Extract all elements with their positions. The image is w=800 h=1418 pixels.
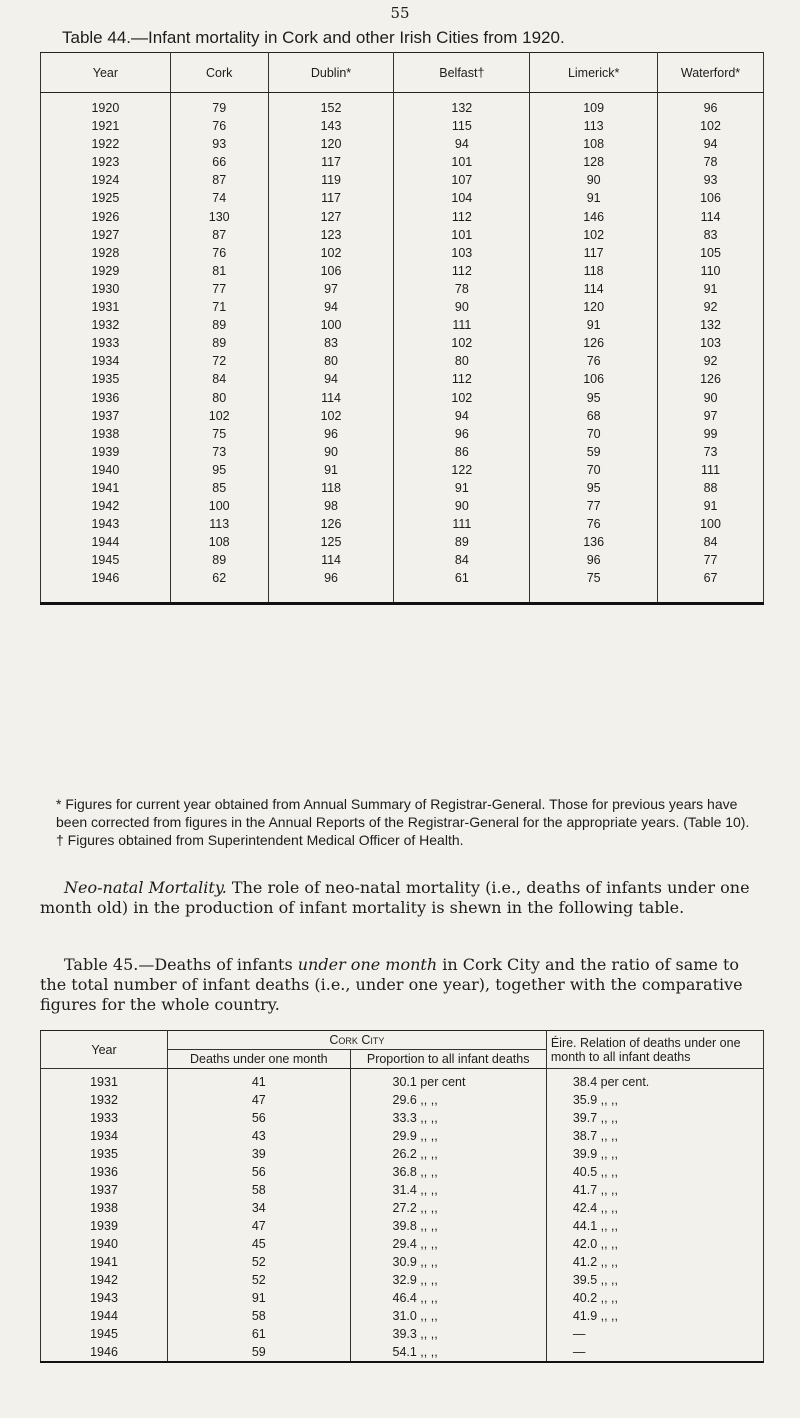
table-cell: 1939 — [41, 1217, 168, 1235]
table-cell: 95 — [170, 461, 268, 479]
table-cell: 111 — [658, 461, 764, 479]
table-cell: 77 — [530, 497, 658, 515]
table-cell: 90 — [394, 497, 530, 515]
table-cell: 84 — [394, 551, 530, 569]
table-cell: 79 — [170, 93, 268, 118]
header-year: Year — [41, 53, 171, 93]
header-dublin: Dublin* — [268, 53, 394, 93]
table-row — [41, 1069, 764, 1092]
table-row — [41, 461, 764, 479]
table-cell: 89 — [170, 334, 268, 352]
table-cell: 110 — [658, 262, 764, 280]
table-cell: 1932 — [41, 1091, 168, 1109]
table-cell: 66 — [170, 153, 268, 171]
table-cell: 102 — [170, 407, 268, 425]
table-row — [41, 425, 764, 443]
table-cell: 31.0 ,, ,, — [350, 1307, 546, 1325]
table-row — [41, 515, 764, 533]
table-cell: 35.9 ,, ,, — [546, 1091, 763, 1109]
table-cell: 52 — [168, 1271, 350, 1289]
table-cell: 1946 — [41, 569, 171, 603]
table-cell: 102 — [394, 334, 530, 352]
table-cell: 1939 — [41, 443, 171, 461]
table-cell: 83 — [268, 334, 394, 352]
table-45 — [40, 1030, 764, 1363]
table-cell: 1943 — [41, 515, 171, 533]
table-cell: 107 — [394, 171, 530, 189]
table-cell: 117 — [268, 189, 394, 207]
table-45-intro-after: in Cork City and the ratio of same to the total number of infant deaths (i.e., under one year), together with the comparative figures for the whole country. — [40, 955, 743, 1014]
table-cell: 41.7 ,, ,, — [546, 1181, 763, 1199]
table-cell: 102 — [658, 117, 764, 135]
table-cell: 84 — [170, 370, 268, 388]
table-45-intro — [40, 955, 764, 1015]
table-cell: 91 — [658, 497, 764, 515]
table-cell: 89 — [394, 533, 530, 551]
table-cell: 132 — [658, 316, 764, 334]
table-cell: 1930 — [41, 280, 171, 298]
table-row — [41, 1325, 764, 1343]
header-limerick: Limerick* — [530, 53, 658, 93]
table-row — [41, 1289, 764, 1307]
table-cell: 94 — [268, 298, 394, 316]
neo-natal-text: The role of neo-natal mortality (i.e., deaths of infants under one month old) in the production of infant mortality is shewn in the following table. — [40, 878, 750, 917]
table-row — [41, 352, 764, 370]
table-cell: 76 — [170, 117, 268, 135]
table-cell: 47 — [168, 1217, 350, 1235]
table-cell: 96 — [658, 93, 764, 118]
table-cell: 130 — [170, 208, 268, 226]
table-cell: 1921 — [41, 117, 171, 135]
table-cell: 96 — [268, 425, 394, 443]
footnotes — [40, 795, 764, 849]
table-cell: 67 — [658, 569, 764, 603]
table-row — [41, 1127, 764, 1145]
table-cell: 113 — [170, 515, 268, 533]
table-row — [41, 1181, 764, 1199]
table-cell: 76 — [530, 515, 658, 533]
table-cell: 40.5 ,, ,, — [546, 1163, 763, 1181]
table-cell: 1920 — [41, 93, 171, 118]
table-cell: 73 — [658, 443, 764, 461]
table-cell: 34 — [168, 1199, 350, 1217]
table-cell: 58 — [168, 1181, 350, 1199]
table-cell: 41.2 ,, ,, — [546, 1253, 763, 1271]
table-cell: 104 — [394, 189, 530, 207]
table-45-intro-before: Table 45.—Deaths of infants — [64, 955, 298, 974]
table-cell: 1945 — [41, 551, 171, 569]
footnote-dagger: † Figures obtained from Superintendent Medical Officer of Health. — [56, 832, 464, 848]
table-cell: 105 — [658, 244, 764, 262]
table-cell: 84 — [658, 533, 764, 551]
table-cell: 38.7 ,, ,, — [546, 1127, 763, 1145]
table-row — [41, 208, 764, 226]
table-row — [41, 443, 764, 461]
table-cell: 117 — [268, 153, 394, 171]
table-cell: 94 — [658, 135, 764, 153]
table-row — [41, 1271, 764, 1289]
page-number: 55 — [390, 4, 410, 22]
table-45-body — [41, 1069, 764, 1363]
table-cell: 1938 — [41, 1199, 168, 1217]
table-row — [41, 189, 764, 207]
table-cell: 75 — [170, 425, 268, 443]
table-cell: 97 — [658, 407, 764, 425]
table-cell: 89 — [170, 551, 268, 569]
table-cell: 100 — [170, 497, 268, 515]
table-cell: 80 — [268, 352, 394, 370]
table-cell: 1923 — [41, 153, 171, 171]
table-cell: 114 — [268, 551, 394, 569]
table-cell: 136 — [530, 533, 658, 551]
table-cell: 32.9 ,, ,, — [350, 1271, 546, 1289]
table-cell: 1931 — [41, 298, 171, 316]
table-cell: 72 — [170, 352, 268, 370]
table-cell: 119 — [268, 171, 394, 189]
table-cell: 43 — [168, 1127, 350, 1145]
table-cell: 1943 — [41, 1289, 168, 1307]
table-cell: 83 — [658, 226, 764, 244]
table-row — [41, 1163, 764, 1181]
table-cell: 87 — [170, 226, 268, 244]
table-cell: 102 — [394, 389, 530, 407]
table-cell: 27.2 ,, ,, — [350, 1199, 546, 1217]
table-cell: 112 — [394, 262, 530, 280]
table-row — [41, 153, 764, 171]
table-cell: 73 — [170, 443, 268, 461]
table-cell: 1922 — [41, 135, 171, 153]
table-cell: 41 — [168, 1069, 350, 1092]
table-cell: 71 — [170, 298, 268, 316]
table-cell: 1945 — [41, 1325, 168, 1343]
table-cell: 36.8 ,, ,, — [350, 1163, 546, 1181]
table-row — [41, 334, 764, 352]
table-cell: 102 — [268, 244, 394, 262]
table-cell: 152 — [268, 93, 394, 118]
table-cell: 126 — [658, 370, 764, 388]
table-cell: 1935 — [41, 370, 171, 388]
table-cell: 29.6 ,, ,, — [350, 1091, 546, 1109]
table-cell: 103 — [394, 244, 530, 262]
table-cell: 93 — [170, 135, 268, 153]
header-waterford: Waterford* — [658, 53, 764, 93]
table-cell: 1933 — [41, 334, 171, 352]
table-cell: 92 — [658, 352, 764, 370]
header-cork: Cork — [170, 53, 268, 93]
table-cell: 29.9 ,, ,, — [350, 1127, 546, 1145]
table-row — [41, 226, 764, 244]
table-44-body — [41, 93, 764, 604]
table-cell: 100 — [268, 316, 394, 334]
table-cell: 1940 — [41, 461, 171, 479]
table-cell: 106 — [530, 370, 658, 388]
table-row — [41, 1109, 764, 1127]
table-cell: 1926 — [41, 208, 171, 226]
table-cell: 88 — [658, 479, 764, 497]
table-row — [41, 370, 764, 388]
table-row — [41, 316, 764, 334]
table-cell: 41.9 ,, ,, — [546, 1307, 763, 1325]
table-45-intro-italic: under one month — [297, 955, 438, 974]
table-cell: 143 — [268, 117, 394, 135]
table-cell: 101 — [394, 226, 530, 244]
table-row — [41, 479, 764, 497]
table-cell: 1936 — [41, 389, 171, 407]
table-cell: 1941 — [41, 479, 171, 497]
table-cell: 78 — [658, 153, 764, 171]
table-cell: 111 — [394, 515, 530, 533]
table-cell: — — [546, 1325, 763, 1343]
table-cell: 1934 — [41, 352, 171, 370]
header-belfast: Belfast† — [394, 53, 530, 93]
table-cell: 46.4 ,, ,, — [350, 1289, 546, 1307]
table-row — [41, 244, 764, 262]
table-row — [41, 497, 764, 515]
table-cell: 92 — [658, 298, 764, 316]
table-row — [41, 1217, 764, 1235]
table-row — [41, 1235, 764, 1253]
table-cell: 95 — [530, 389, 658, 407]
table-cell: 96 — [394, 425, 530, 443]
table-cell: 122 — [394, 461, 530, 479]
table-cell: 78 — [394, 280, 530, 298]
table-cell: 94 — [394, 407, 530, 425]
table-row — [41, 1307, 764, 1325]
table-cell: 106 — [658, 189, 764, 207]
table-cell: 117 — [530, 244, 658, 262]
table-cell: 58 — [168, 1307, 350, 1325]
table-cell: 1937 — [41, 407, 171, 425]
table-cell: 96 — [268, 569, 394, 603]
table-row — [41, 298, 764, 316]
table-cell: 102 — [268, 407, 394, 425]
table-cell: 1928 — [41, 244, 171, 262]
table-cell: 146 — [530, 208, 658, 226]
table-cell: 42.4 ,, ,, — [546, 1199, 763, 1217]
t45-header-eire: Éire. Relation of deaths under one month to all infant deaths — [546, 1031, 763, 1069]
table-cell: 1934 — [41, 1127, 168, 1145]
table-cell: 44.1 ,, ,, — [546, 1217, 763, 1235]
table-cell: 94 — [268, 370, 394, 388]
table-cell: 1925 — [41, 189, 171, 207]
table-cell: 1935 — [41, 1145, 168, 1163]
table-row — [41, 171, 764, 189]
t45-header-cork-city: Cork City — [168, 1031, 547, 1050]
table-cell: 112 — [394, 208, 530, 226]
table-row — [41, 1253, 764, 1271]
table-cell: 86 — [394, 443, 530, 461]
table-cell: 31.4 ,, ,, — [350, 1181, 546, 1199]
table-cell: 61 — [168, 1325, 350, 1343]
table-row — [41, 117, 764, 135]
table-cell: 61 — [394, 569, 530, 603]
table-cell: 91 — [268, 461, 394, 479]
table-cell: 94 — [394, 135, 530, 153]
t45-header-proportion: Proportion to all infant deaths — [350, 1050, 546, 1069]
table-cell: 1938 — [41, 425, 171, 443]
table-cell: 74 — [170, 189, 268, 207]
table-cell: 100 — [658, 515, 764, 533]
table-cell: 123 — [268, 226, 394, 244]
table-cell: 89 — [170, 316, 268, 334]
table-row — [41, 93, 764, 118]
table-cell: 76 — [530, 352, 658, 370]
table-cell: 1924 — [41, 171, 171, 189]
table-44 — [40, 52, 764, 605]
table-cell: 1931 — [41, 1069, 168, 1092]
table-cell: 39 — [168, 1145, 350, 1163]
table-cell: 109 — [530, 93, 658, 118]
table-cell: 112 — [394, 370, 530, 388]
table-cell: 1929 — [41, 262, 171, 280]
table-cell: 103 — [658, 334, 764, 352]
table-row — [41, 1199, 764, 1217]
table-cell: 40.2 ,, ,, — [546, 1289, 763, 1307]
footnote-star: * Figures for current year obtained from Annual Summary of Registrar-General. Those for previous years have been corrected from figures in the Annual Reports of the Registrar-General for the appropriate years. (Table 10). — [56, 796, 750, 830]
table-cell: 1941 — [41, 1253, 168, 1271]
table-row — [41, 533, 764, 551]
t45-header-deaths: Deaths under one month — [168, 1050, 350, 1069]
table-cell: 91 — [530, 189, 658, 207]
table-cell: 85 — [170, 479, 268, 497]
table-cell: 39.5 ,, ,, — [546, 1271, 763, 1289]
table-cell: 70 — [530, 425, 658, 443]
table-row — [41, 569, 764, 603]
table-cell: 96 — [530, 551, 658, 569]
table-cell: 76 — [170, 244, 268, 262]
table-cell: 126 — [530, 334, 658, 352]
table-cell: 1942 — [41, 497, 171, 515]
table-cell: 62 — [170, 569, 268, 603]
table-cell: 108 — [530, 135, 658, 153]
table-cell: 1940 — [41, 1235, 168, 1253]
table-cell: 91 — [394, 479, 530, 497]
table-cell: 90 — [268, 443, 394, 461]
table-cell: 1937 — [41, 1181, 168, 1199]
table-cell: 118 — [530, 262, 658, 280]
table-cell: 1933 — [41, 1109, 168, 1127]
table-cell: 115 — [394, 117, 530, 135]
table-cell: 1936 — [41, 1163, 168, 1181]
table-cell: — — [546, 1343, 763, 1362]
table-cell: 108 — [170, 533, 268, 551]
table-cell: 128 — [530, 153, 658, 171]
table-cell: 90 — [658, 389, 764, 407]
table-row — [41, 262, 764, 280]
table-cell: 77 — [170, 280, 268, 298]
table-cell: 1946 — [41, 1343, 168, 1362]
table-cell: 77 — [658, 551, 764, 569]
table-cell: 1944 — [41, 1307, 168, 1325]
table-cell: 68 — [530, 407, 658, 425]
table-cell: 30.9 ,, ,, — [350, 1253, 546, 1271]
table-cell: 106 — [268, 262, 394, 280]
table-cell: 126 — [268, 515, 394, 533]
table-cell: 90 — [394, 298, 530, 316]
table-cell: 45 — [168, 1235, 350, 1253]
table-cell: 91 — [530, 316, 658, 334]
table-cell: 120 — [530, 298, 658, 316]
table-cell: 91 — [168, 1289, 350, 1307]
table-cell: 91 — [658, 280, 764, 298]
table-cell: 125 — [268, 533, 394, 551]
table-cell: 114 — [268, 389, 394, 407]
table-cell: 33.3 ,, ,, — [350, 1109, 546, 1127]
table-cell: 132 — [394, 93, 530, 118]
table-cell: 81 — [170, 262, 268, 280]
table-row — [41, 1343, 764, 1362]
neo-natal-paragraph — [40, 878, 764, 918]
table-cell: 39.7 ,, ,, — [546, 1109, 763, 1127]
table-cell: 26.2 ,, ,, — [350, 1145, 546, 1163]
table-cell: 75 — [530, 569, 658, 603]
table-cell: 47 — [168, 1091, 350, 1109]
table-cell: 113 — [530, 117, 658, 135]
table-cell: 120 — [268, 135, 394, 153]
table-cell: 38.4 per cent. — [546, 1069, 763, 1092]
table-cell: 1942 — [41, 1271, 168, 1289]
table-cell: 95 — [530, 479, 658, 497]
table-cell: 99 — [658, 425, 764, 443]
table-cell: 30.1 per cent — [350, 1069, 546, 1092]
table-cell: 59 — [530, 443, 658, 461]
table-cell: 118 — [268, 479, 394, 497]
table-cell: 39.3 ,, ,, — [350, 1325, 546, 1343]
table-cell: 97 — [268, 280, 394, 298]
table-cell: 127 — [268, 208, 394, 226]
table-cell: 39.8 ,, ,, — [350, 1217, 546, 1235]
table-cell: 39.9 ,, ,, — [546, 1145, 763, 1163]
table-cell: 52 — [168, 1253, 350, 1271]
table-cell: 101 — [394, 153, 530, 171]
table-row — [41, 1091, 764, 1109]
table-row — [41, 135, 764, 153]
table-cell: 70 — [530, 461, 658, 479]
table-cell: 80 — [170, 389, 268, 407]
table-cell: 114 — [530, 280, 658, 298]
table-cell: 80 — [394, 352, 530, 370]
table-row — [41, 551, 764, 569]
table-cell: 87 — [170, 171, 268, 189]
table-row — [41, 389, 764, 407]
table-row — [41, 407, 764, 425]
table-row — [41, 280, 764, 298]
table-cell: 1944 — [41, 533, 171, 551]
table-cell: 1927 — [41, 226, 171, 244]
table-cell: 1932 — [41, 316, 171, 334]
table-cell: 111 — [394, 316, 530, 334]
neo-natal-heading: Neo-natal Mortality. — [64, 878, 227, 897]
table-cell: 29.4 ,, ,, — [350, 1235, 546, 1253]
table-cell: 90 — [530, 171, 658, 189]
table-cell: 56 — [168, 1163, 350, 1181]
table-cell: 42.0 ,, ,, — [546, 1235, 763, 1253]
table-row — [41, 1145, 764, 1163]
t45-header-year: Year — [41, 1031, 168, 1069]
table-cell: 102 — [530, 226, 658, 244]
table-cell: 93 — [658, 171, 764, 189]
table-44-title: Table 44.—Infant mortality in Cork and other Irish Cities from 1920. — [62, 28, 565, 47]
table-cell: 114 — [658, 208, 764, 226]
table-cell: 59 — [168, 1343, 350, 1362]
table-cell: 98 — [268, 497, 394, 515]
table-cell: 56 — [168, 1109, 350, 1127]
table-cell: 54.1 ,, ,, — [350, 1343, 546, 1362]
